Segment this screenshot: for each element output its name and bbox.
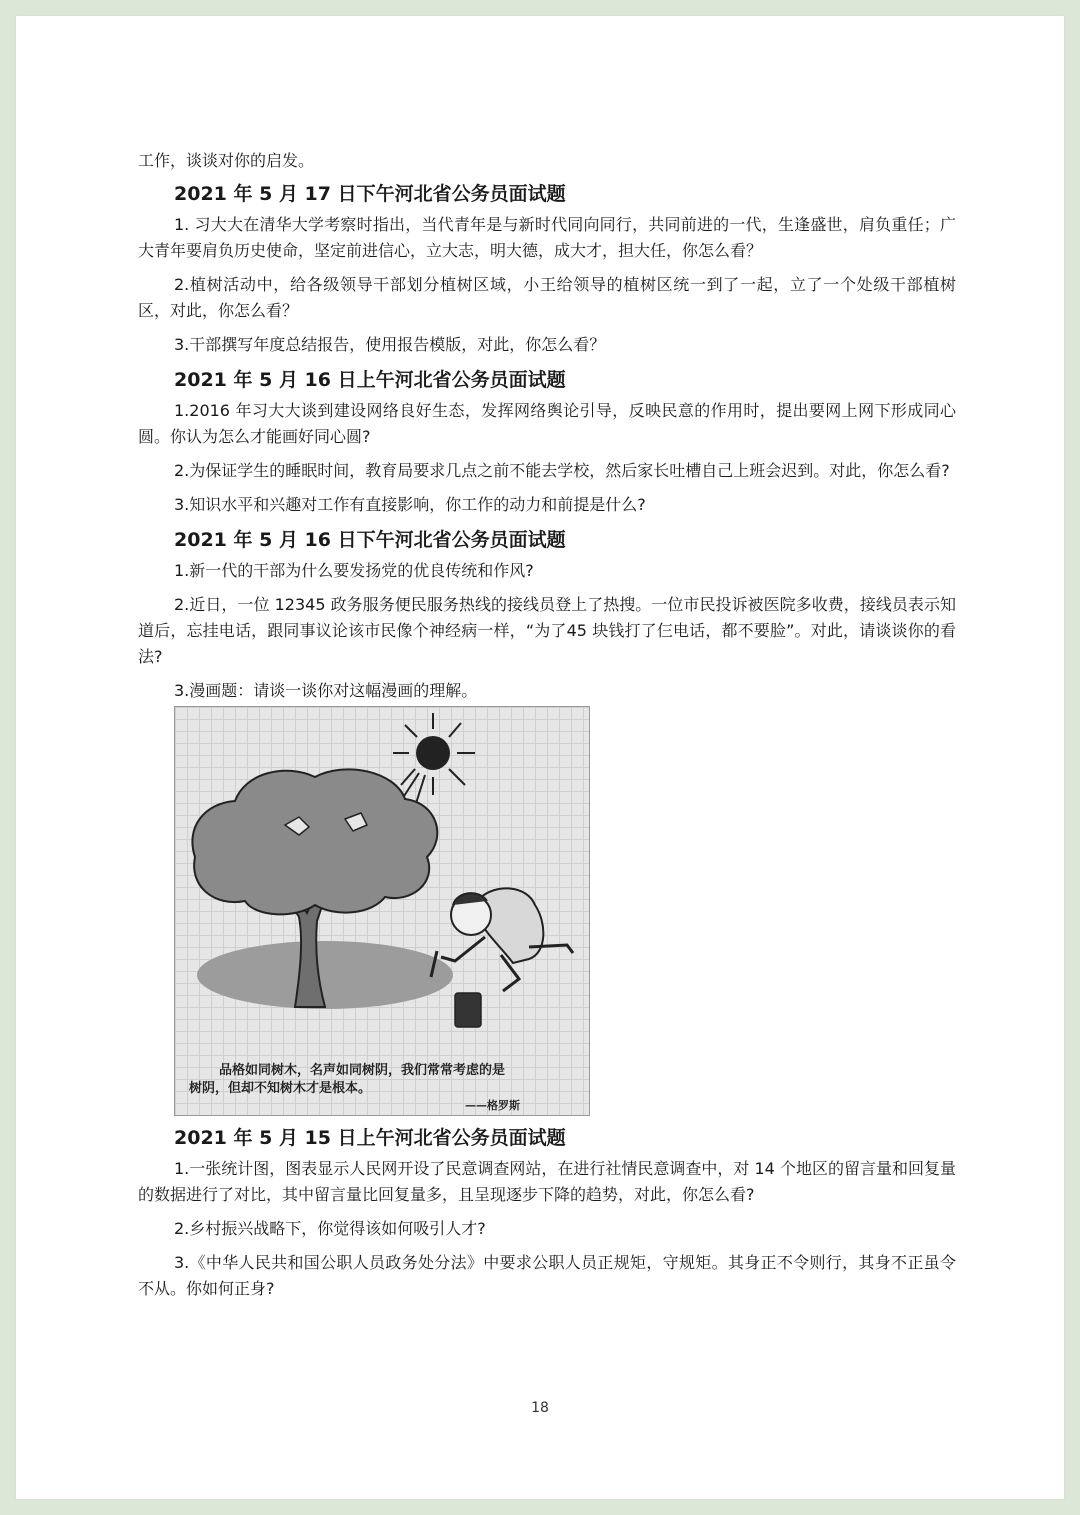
question-text: 1.2016 年习大大谈到建设网络良好生态，发挥网络舆论引导，反映民意的作用时，提出要网上网下形成同心圆。你认为怎么才能画好同心圆? [138,401,956,446]
cartoon-attribution: ——格罗斯 [465,1099,520,1112]
cartoon-caption-line-2: 树阴，但却不知树木才是根本。 [189,1081,372,1096]
question-text: 2.乡村振兴战略下，你觉得该如何吸引人才? [174,1219,486,1238]
question-text: 1.新一代的干部为什么要发扬党的优良传统和作风? [174,561,534,580]
question-text: 2.近日，一位 12345 政务服务便民服务热线的接线员登上了热搜。一位市民投诉被医院多收费，接线员表示知道后，忘挂电话，跟同事议论该市民像个神经病一样，“为了45 块钱打了仨电话，都不要脸”。对此，请谈谈你的看法? [138,595,956,666]
man-painting-drawing [431,888,573,1027]
document-page [16,16,1064,1499]
question-text: 3.干部撰写年度总结报告，使用报告模版，对此，你怎么看？ [174,335,606,354]
question-text: 1.一张统计图，图表显示人民网开设了民意调查网站，在进行社情民意调查中，对 14 个地区的留言量和回复量的数据进行了对比，其中留言量比回复量多，且呈现逐步下降的趋势，对此，你怎么看? [138,1159,956,1204]
question-text: 3.知识水平和兴趣对工作有直接影响，你工作的动力和前提是什么? [174,495,646,514]
cartoon-caption-line-1: 品格如同树木，名声如同树阴，我们常常考虑的是 [219,1063,506,1078]
section-title-0515-am: 2021 年 5 月 15 日上午河北省公务员面试题 [174,1127,566,1149]
cartoon-image [174,706,590,1116]
question-text: 3.漫画题：请谈一谈你对这幅漫画的理解。 [174,681,478,700]
tree-shadow [197,941,453,1009]
question-text: 1. 习大大在清华大学考察时指出，当代青年是与新时代同向同行，共同前进的一代，生逢盛世，肩负重任；广大青年要肩负历史使命，坚定前进信心，立大志，明大德，成大才，担大任，你怎么看？ [138,215,956,260]
section-title-0516-pm: 2021 年 5 月 16 日下午河北省公务员面试题 [174,529,566,551]
section-title-0517-pm: 2021 年 5 月 17 日下午河北省公务员面试题 [174,183,566,205]
page-content [138,148,956,1310]
page-number: 18 [531,1400,549,1416]
section-title-0516-am: 2021 年 5 月 16 日上午河北省公务员面试题 [174,369,566,391]
question-text: 2.植树活动中，给各级领导干部划分植树区域，小王给领导的植树区统一到了一起，立了一个处级干部植树区，对此，你怎么看？ [138,275,956,320]
question-text: 3.《中华人民共和国公职人员政务处分法》中要求公职人员正规矩，守规矩。其身正不令则行，其身不正虽令不从。你如何正身? [138,1253,956,1298]
question-text: 2.为保证学生的睡眠时间，教育局要求几点之前不能去学校，然后家长吐槽自己上班会迟到。对此，你怎么看? [174,461,950,480]
continued-text: 工作，谈谈对你的启发。 [138,151,315,170]
